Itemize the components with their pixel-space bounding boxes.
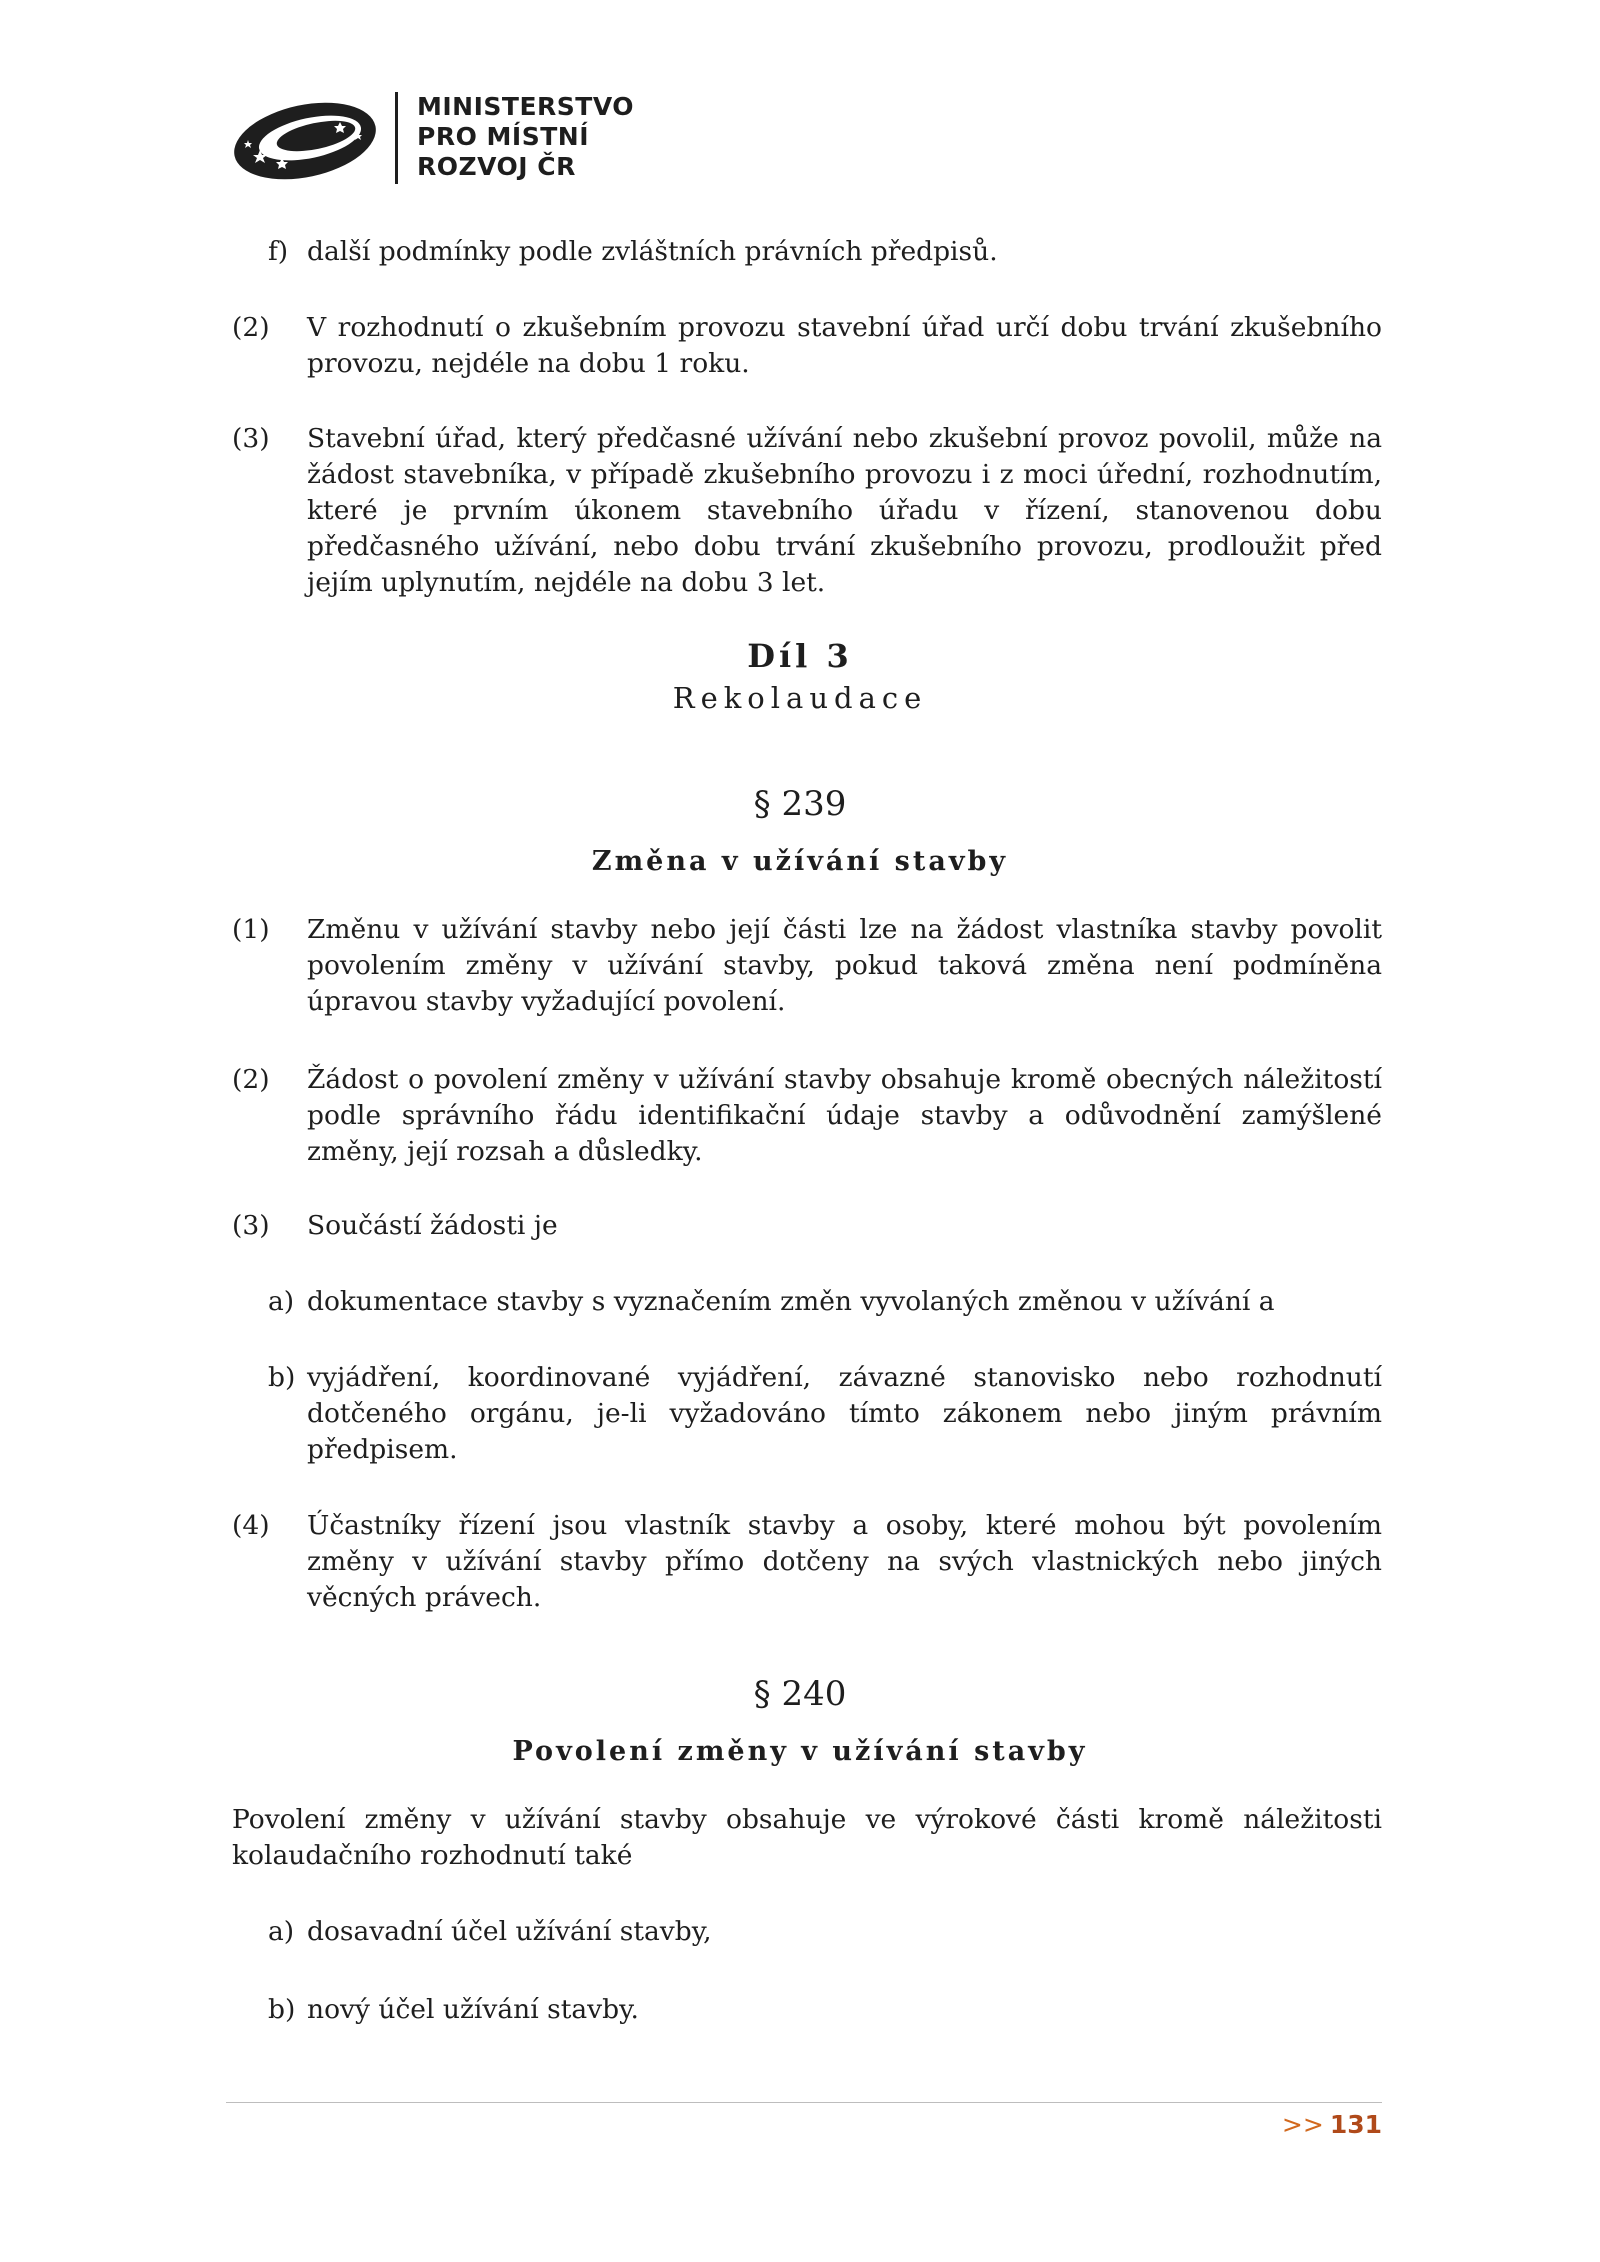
item-label: b) [268, 1362, 296, 1393]
item-text: vyjádření, koordinované vyjádření, závazné stanovisko nebo rozhodnutí dotčeného orgánu, je-li vyžadováno tímto zákonem nebo jiným právním předpisem. [307, 1362, 1382, 1465]
item-text: dosavadní účel užívání stavby, [307, 1916, 712, 1947]
ministry-logo [230, 92, 650, 188]
paragraph-label: (1) [232, 914, 270, 945]
logo-line: ROZVOJ ČR [417, 152, 576, 181]
ministry-emblem-icon [230, 98, 380, 184]
section-number: § 239 [753, 784, 847, 824]
paragraph-label: (3) [232, 1210, 270, 1241]
logo-line: MINISTERSTVO [417, 92, 635, 121]
section-title: Změna v užívání stavby [591, 846, 1009, 877]
part-title: Díl 3 [747, 637, 853, 675]
item-text: dokumentace stavby s vyznačením změn vyvolaných změnou v užívání a [307, 1286, 1275, 1317]
section-title: Povolení změny v užívání stavby [512, 1736, 1088, 1767]
item-label: a) [268, 1286, 295, 1317]
paragraph-label: (2) [232, 312, 270, 343]
item-text: další podmínky podle zvláštních právních předpisů. [307, 236, 998, 267]
paragraph-label: (4) [232, 1510, 270, 1541]
item-label: b) [268, 1994, 296, 2025]
section-number: § 240 [753, 1674, 847, 1714]
item-label: a) [268, 1916, 295, 1947]
item-label: f) [268, 236, 289, 267]
paragraph-text: Změnu v užívání stavby nebo její části lze na žádost vlastníka stavby povolit povolením změny v užívání stavby, pokud taková změna není podmíněna úpravou stavby vyžadující povolení. [307, 914, 1382, 1017]
paragraph-text: Žádost o povolení změny v užívání stavby obsahuje kromě obecných náležitostí podle správního řádu identifikační údaje stavby a odůvodnění zamýšlené změny, její rozsah a důsledky. [307, 1064, 1382, 1167]
paragraph-text: Účastníky řízení jsou vlastník stavby a osoby, které mohou být povolením změny v užívání stavby přímo dotčeny na svých vlastnických nebo jiných věcných právech. [307, 1510, 1382, 1613]
logo-line: PRO MÍSTNÍ [417, 122, 589, 151]
paragraph-label: (3) [232, 423, 270, 454]
section-intro: Povolení změny v užívání stavby obsahuje ve výrokové části kromě náležitosti kolaudačního rozhodnutí také [232, 1804, 1382, 1871]
paragraph-text: V rozhodnutí o zkušebním provozu stavební úřad určí dobu trvání zkušebního provozu, nejdéle na dobu 1 roku. [307, 312, 1382, 379]
logo-text [417, 92, 634, 182]
logo-divider [395, 92, 398, 184]
page-number-value: 131 [1329, 2110, 1382, 2139]
footer-rule [226, 2102, 1382, 2103]
paragraph-text: Stavební úřad, který předčasné užívání nebo zkušební provoz povolil, může na žádost stavebníka, v případě zkušebního provozu i z moci úřední, rozhodnutím, které je prvním úkonem stavebního úřadu v řízení, stanovenou dobu předčasného užívání, nebo dobu trvání zkušebního provozu, prodloužit před jejím uplynutím, nejdéle na dobu 3 let. [307, 423, 1382, 598]
page-number [1282, 2110, 1382, 2140]
item-text: nový účel užívání stavby. [307, 1994, 639, 2025]
paragraph-text: Součástí žádosti je [307, 1210, 558, 1241]
paragraph-label: (2) [232, 1064, 270, 1095]
part-subtitle: Rekolaudace [672, 681, 928, 715]
footer-arrows-icon: >> [1281, 2110, 1324, 2139]
